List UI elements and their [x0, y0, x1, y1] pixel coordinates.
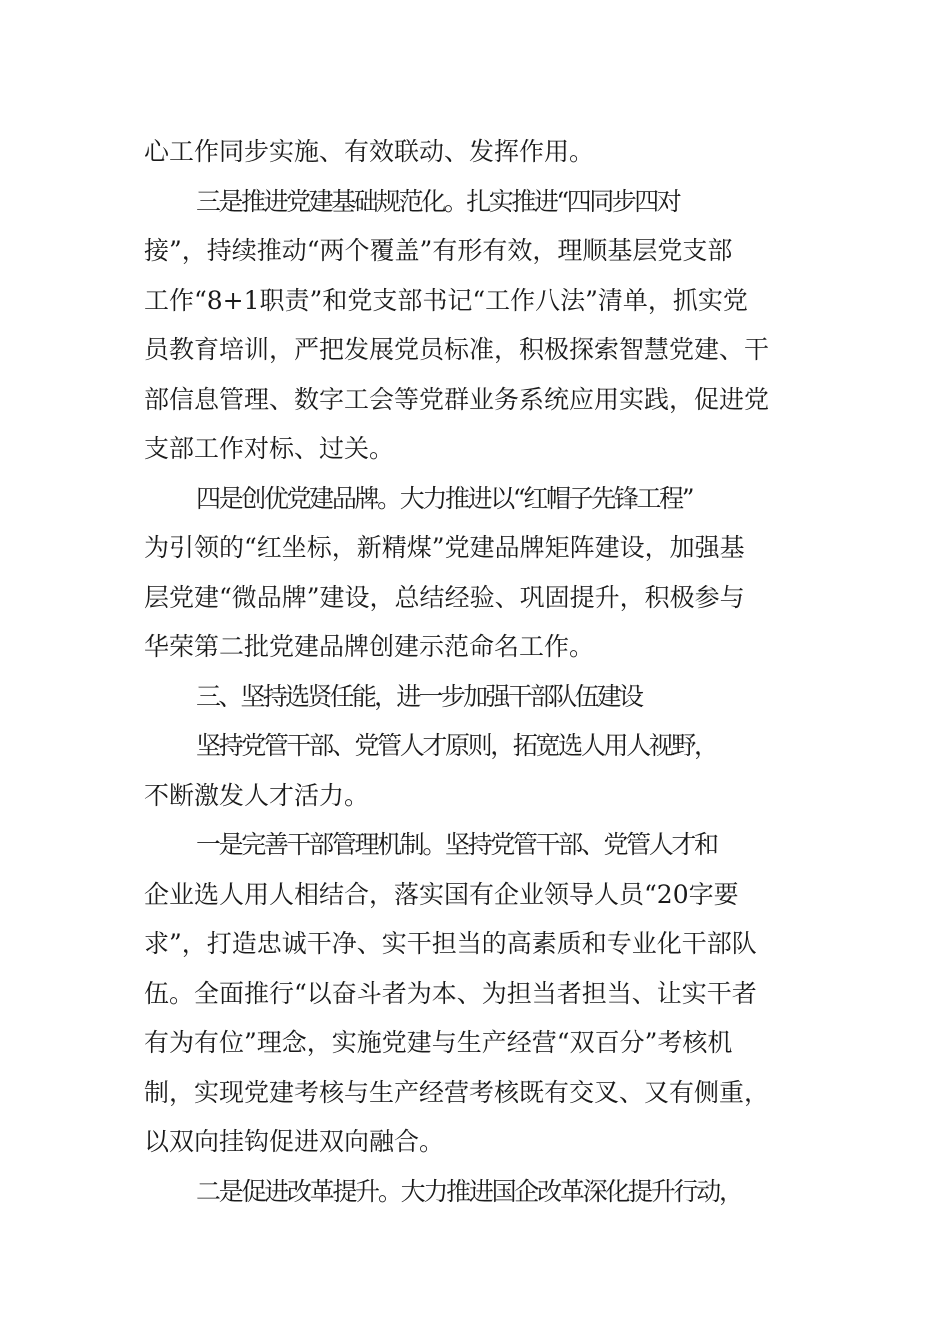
paragraph-line: 制，实现党建考核与生产经营考核既有交叉、又有侧重，	[144, 1078, 770, 1107]
paragraph-line: 企业选人用人相结合，落实国有企业领导人员“20字要	[144, 880, 739, 909]
paragraph-line: 三是推进党建基础规范化。扎实推进“四同步四对	[196, 187, 680, 216]
paragraph-line: 层党建“微品牌”建设，总结经验、巩固提升，积极参与	[144, 583, 745, 612]
paragraph-line: 心工作同步实施、有效联动、发挥作用。	[144, 137, 595, 166]
paragraph-line: 支部工作对标、过关。	[144, 434, 395, 463]
paragraph-line: 坚持党管干部、党管人才原则，拓宽选人用人视野，	[196, 731, 717, 760]
paragraph-line: 求”，打造忠诚干净、实干担当的高素质和专业化干部队	[144, 929, 757, 958]
paragraph-line: 有为有位”理念，实施党建与生产经营“双百分”考核机	[144, 1028, 733, 1057]
paragraph-line: 接”，持续推动“两个覆盖”有形有效，理顺基层党支部	[144, 236, 733, 265]
section-heading: 三、坚持选贤任能，进一步加强干部队伍建设	[196, 682, 642, 711]
paragraph-line: 为引领的“红坐标，新精煤”党建品牌矩阵建设，加强基	[144, 533, 745, 562]
paragraph-line: 四是创优党建品牌。大力推进以“红帽子先锋工程”	[196, 484, 693, 513]
paragraph-line: 以双向挂钩促进双向融合。	[144, 1127, 445, 1156]
paragraph-line: 不断激发人才活力。	[144, 781, 370, 810]
paragraph-line: 华荣第二批党建品牌创建示范命名工作。	[144, 632, 595, 661]
paragraph-line: 员教育培训，严把发展党员标准，积极探索智慧党建、干	[144, 335, 770, 364]
paragraph-line: 伍。全面推行“以奋斗者为本、为担当者担当、让实干者	[144, 979, 757, 1008]
paragraph-line: 部信息管理、数字工会等党群业务系统应用实践，促进党	[144, 385, 770, 414]
paragraph-line: 工作“8+1职责”和党支部书记“工作八法”清单，抓实党	[144, 286, 748, 315]
paragraph-line: 二是促进改革提升。大力推进国企改革深化提升行动，	[196, 1177, 742, 1206]
paragraph-line: 一是完善干部管理机制。坚持党管干部、党管人才和	[196, 830, 717, 859]
